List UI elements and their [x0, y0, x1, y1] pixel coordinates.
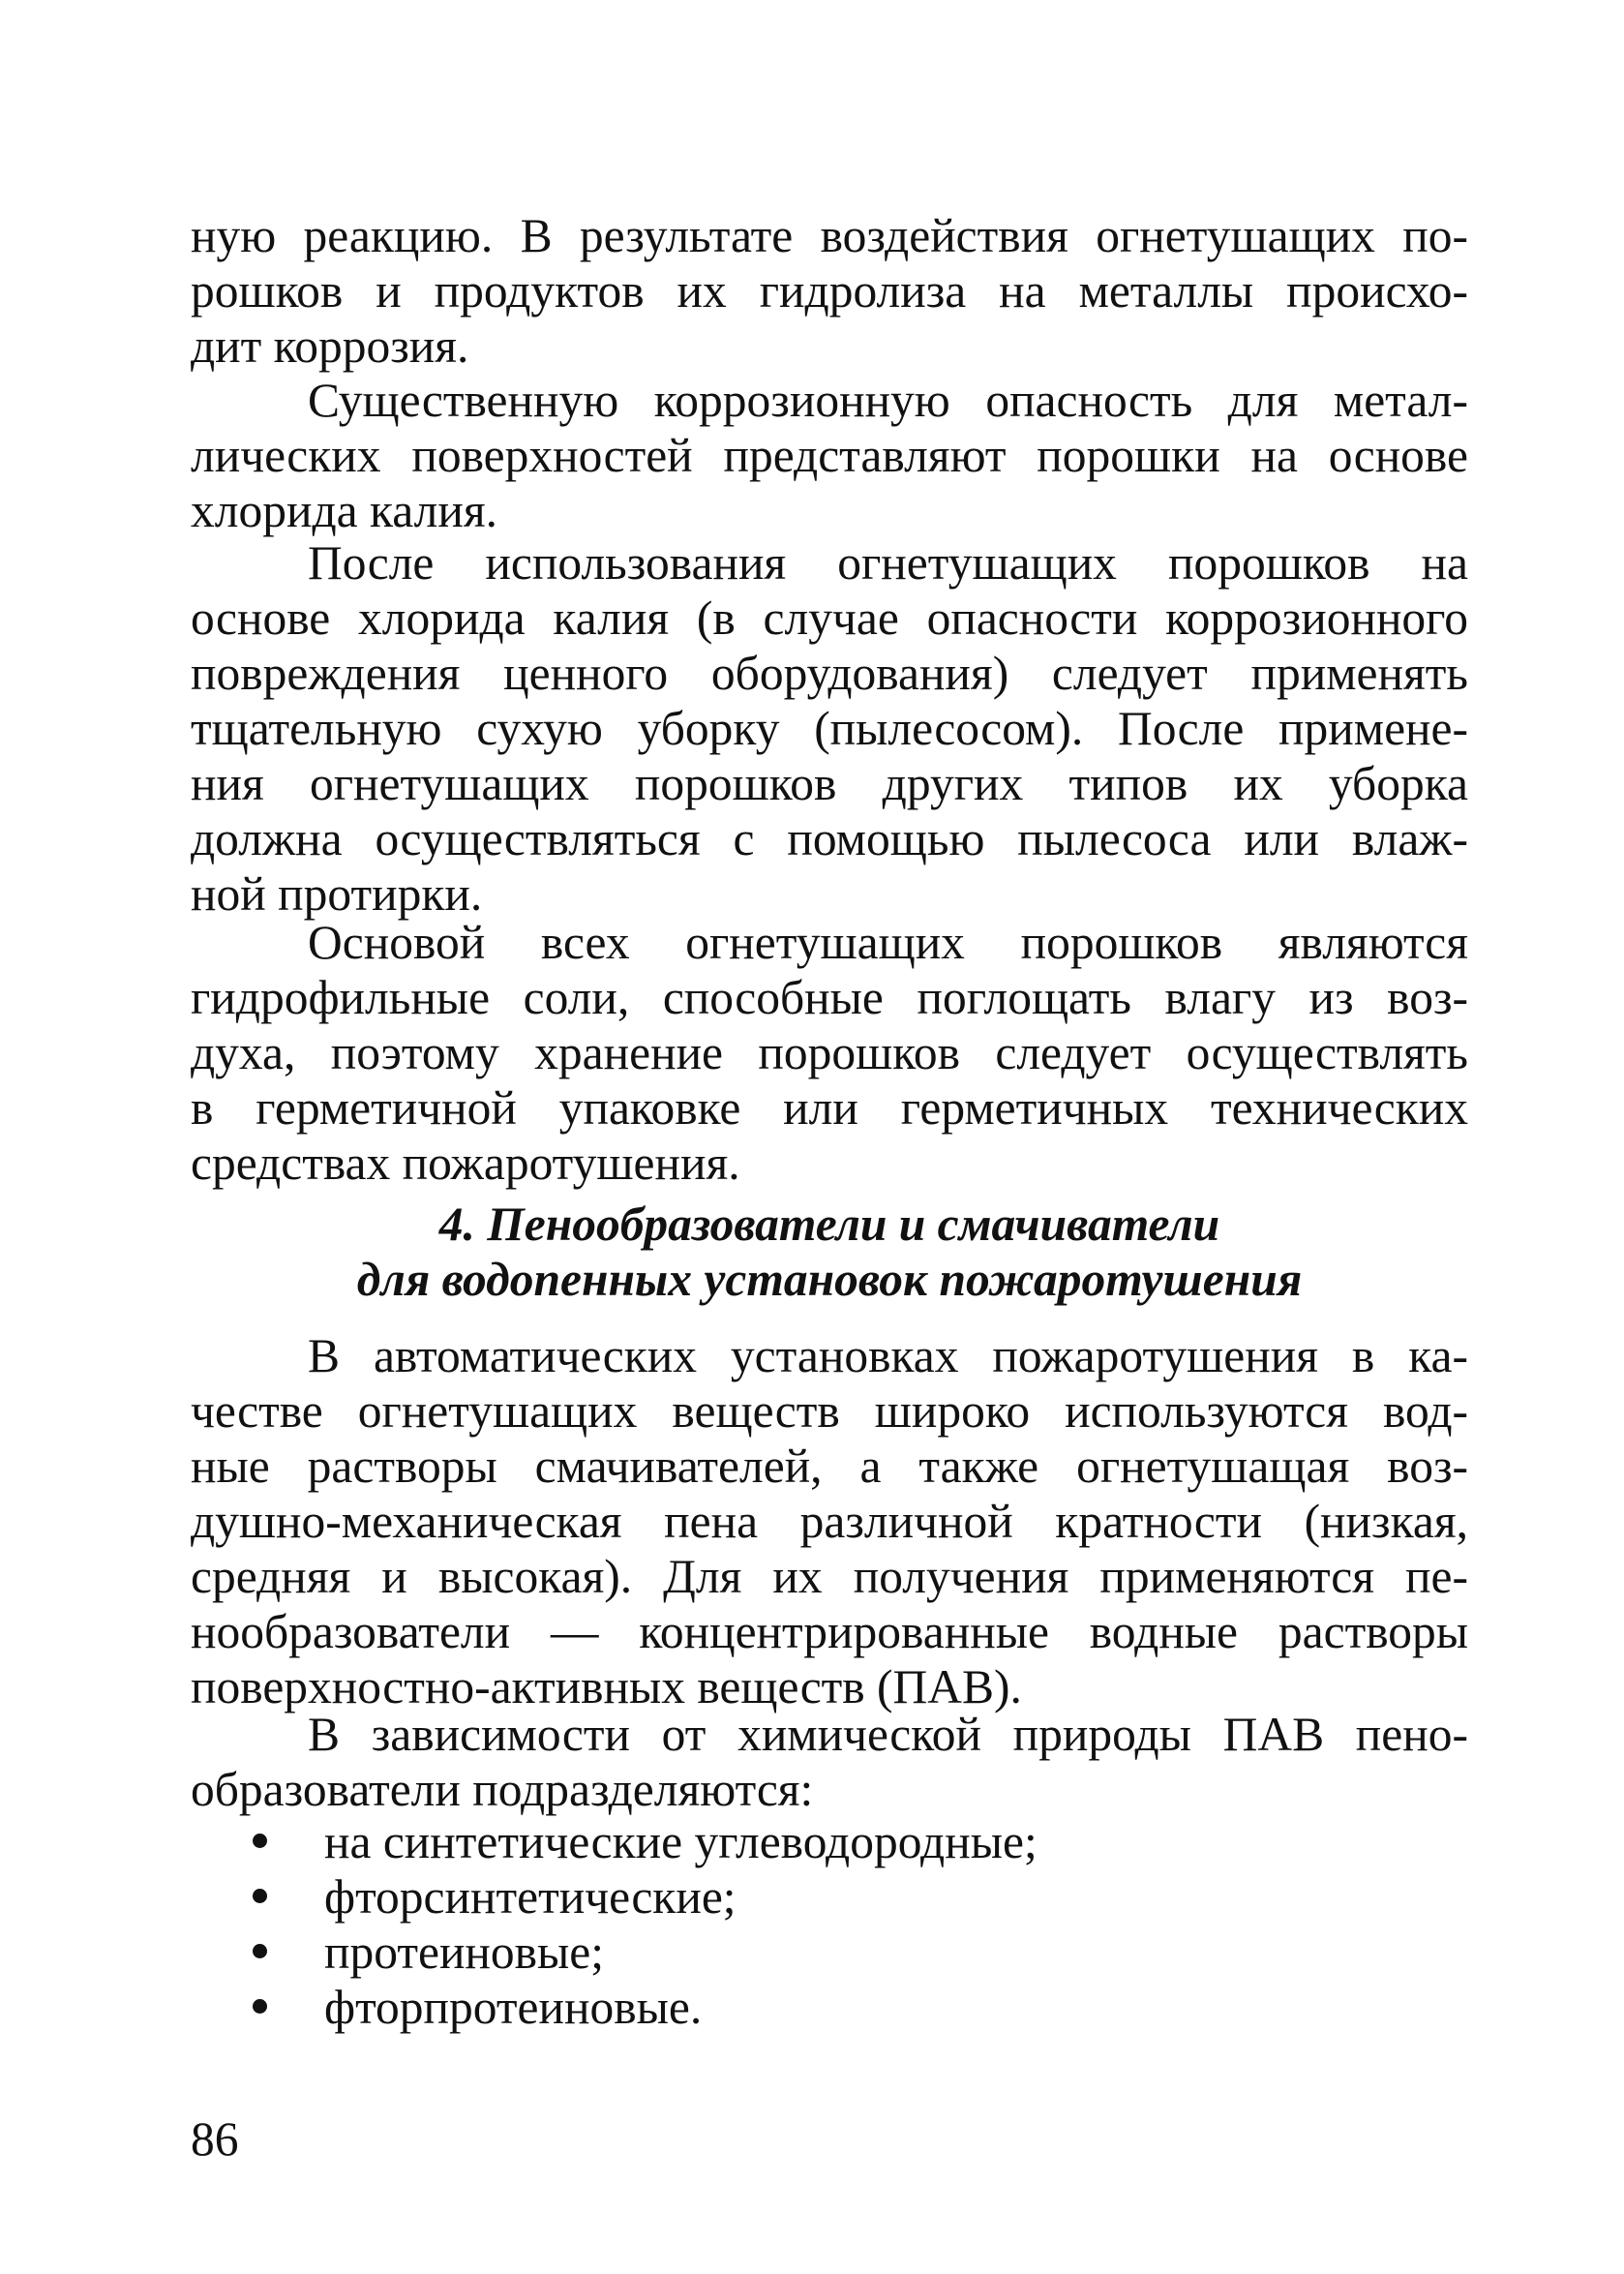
text-line: хлорида калия. — [191, 484, 498, 537]
page-number: 86 — [191, 2112, 239, 2166]
text-line: гидрофильные соли, способные поглощать влагу из воз- — [191, 971, 1468, 1024]
list-item — [191, 1980, 1468, 2035]
paragraph-corrosion-risk — [191, 373, 1468, 538]
paragraph-foaming-agents — [191, 1328, 1468, 1714]
text-line: средствах пожаротушения. — [191, 1137, 740, 1190]
text-line: В зависимости от химической природы ПАВ пено- — [308, 1708, 1468, 1761]
text-line: душно-механическая пена различной кратности (низкая, — [191, 1495, 1468, 1548]
bullet-list — [191, 1814, 1468, 2035]
text-line: должна осуществляться с помощью пылесоса или влаж- — [191, 812, 1468, 865]
section-heading — [191, 1197, 1468, 1307]
paragraph-cleanup — [191, 535, 1468, 922]
text-line: поверхностно-активных веществ (ПАВ). — [191, 1660, 1022, 1713]
list-item — [191, 1814, 1468, 1869]
heading-line: 4. Пенообразователи и смачиватели — [438, 1198, 1220, 1251]
bullet-icon — [253, 1944, 267, 1958]
text-line: лических поверхностей представляют порошки на основе — [191, 429, 1468, 482]
text-line: ной протирки. — [191, 867, 483, 921]
text-line: дит коррозия. — [191, 319, 469, 373]
bullet-icon — [253, 1999, 267, 2014]
paragraph-storage — [191, 915, 1468, 1191]
text-line: ные растворы смачивателей, а также огнетушащая воз- — [191, 1440, 1468, 1493]
text-line: честве огнетушащих веществ широко используются вод- — [191, 1384, 1468, 1438]
text-line: образователи подразделяются: — [191, 1763, 814, 1816]
text-line: тщательную сухую уборку (пылесосом). После примене- — [191, 702, 1468, 755]
paragraph-continuation — [191, 208, 1468, 374]
bullet-icon — [253, 1889, 267, 1903]
list-item — [191, 1925, 1468, 1980]
text-line: Существенную коррозионную опасность для метал- — [308, 374, 1468, 427]
text-line: После использования огнетушащих порошков на — [308, 536, 1468, 590]
text-line: рошков и продуктов их гидролиза на металлы происхо- — [191, 264, 1468, 318]
bullet-icon — [253, 1834, 267, 1848]
text-line: Основой всех огнетушащих порошков являются — [308, 916, 1468, 969]
text-line: нообразователи — концентрированные водные растворы — [191, 1605, 1468, 1658]
text-line: повреждения ценного оборудования) следует применять — [191, 647, 1468, 700]
list-item-text: фторсинтетические; — [324, 1870, 737, 1924]
text-line: духа, поэтому хранение порошков следует осуществлять — [191, 1026, 1468, 1079]
text-line: основе хлорида калия (в случае опасности коррозионного — [191, 591, 1468, 645]
list-item-text: на синтетические углеводородные; — [324, 1815, 1038, 1868]
text-line: ния огнетушащих порошков других типов их уборка — [191, 757, 1468, 810]
text-line: В автоматических установках пожаротушения в ка- — [308, 1329, 1468, 1382]
paragraph-classification — [191, 1707, 1468, 1817]
text-line: средняя и высокая). Для их получения применяются пе- — [191, 1550, 1468, 1603]
list-item — [191, 1869, 1468, 1925]
list-item-text: протеиновые; — [324, 1925, 605, 1979]
heading-line: для водопенных установок пожаротушения — [356, 1253, 1303, 1306]
text-line: ную реакцию. В результате воздействия огнетушащих по- — [191, 209, 1468, 262]
list-item-text: фторпротеиновые. — [324, 1981, 703, 2034]
text-line: в герметичной упаковке или герметичных технических — [191, 1081, 1468, 1135]
